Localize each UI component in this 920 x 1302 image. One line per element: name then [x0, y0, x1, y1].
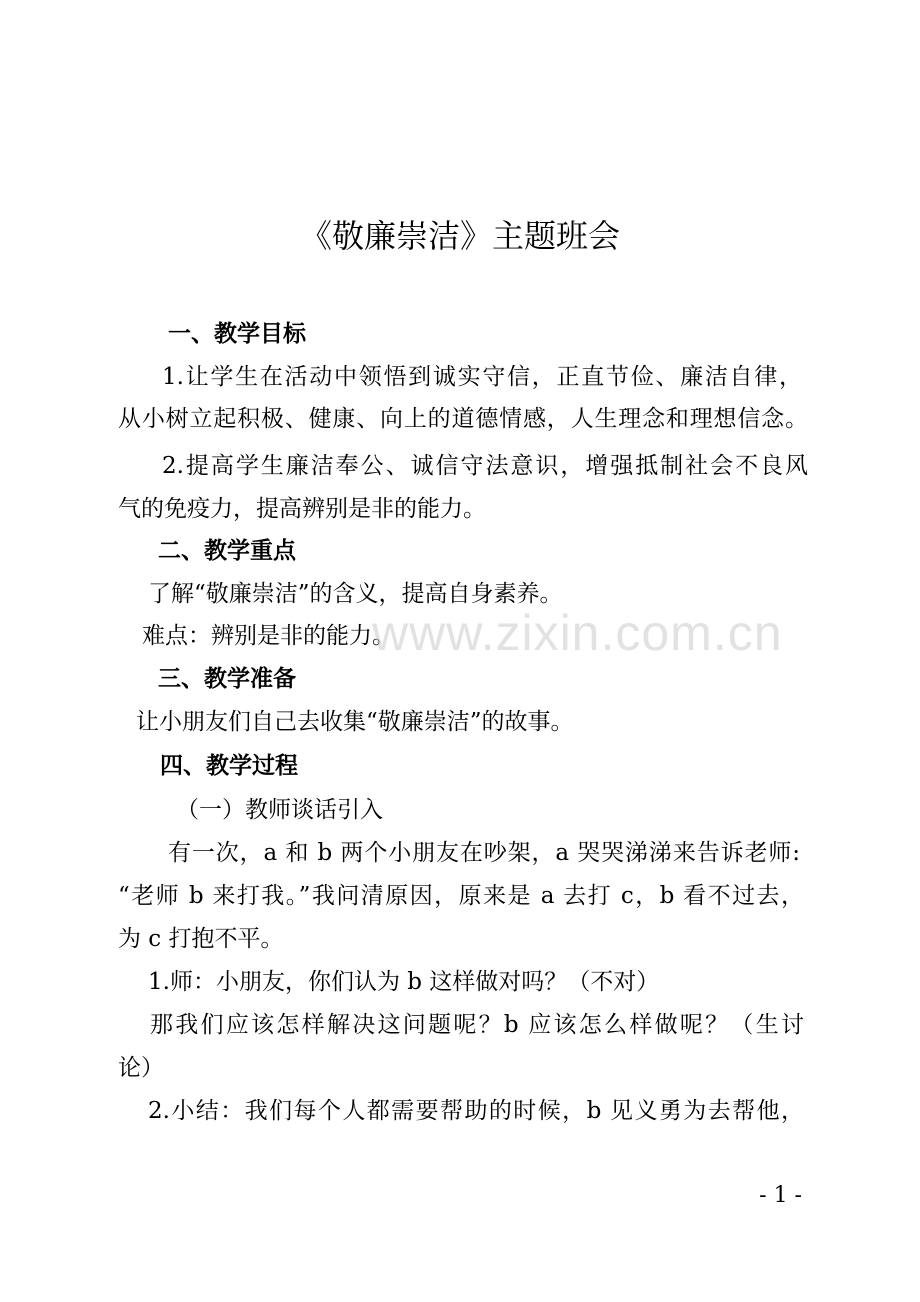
paragraph-line: 有一次，a 和 b 两个小朋友在吵架，a 哭哭涕涕来告诉老师: — [168, 840, 800, 866]
section-heading-objectives: 一、教学目标 — [168, 321, 306, 347]
page-title: 《敬廉崇洁》主题班会 — [299, 217, 620, 255]
paragraph-line: 1.师：小朋友，你们认为 b 这样做对吗？（不对） — [148, 969, 660, 995]
paragraph-line: 了解“敬廉崇洁”的含义，提高自身素养。 — [148, 581, 563, 607]
section-heading-process: 四、教学过程 — [160, 753, 298, 779]
section-heading-preparation: 三、教学准备 — [158, 666, 296, 692]
paragraph-line: 2.提高学生廉洁奉公、诚信守法意识，增强抵制社会不良风 — [162, 453, 808, 479]
paragraph-line: 从小树立起积极、健康、向上的道德情感，人生理念和理想信念。 — [118, 406, 808, 432]
paragraph-line: 气的免疫力，提高辨别是非的能力。 — [118, 496, 486, 522]
paragraph-line: 2.小结：我们每个人都需要帮助的时候，b 见义勇为去帮他， — [148, 1098, 804, 1124]
paragraph-line: 那我们应该怎样解决这问题呢？b 应该怎么样做呢？（生讨 — [150, 1012, 804, 1038]
paragraph-line: 1.让学生在活动中领悟到诚实守信，正直节俭、廉洁自律， — [162, 364, 802, 390]
paragraph-line: 让小朋友们自己去收集“敬廉崇洁”的故事。 — [136, 709, 574, 735]
subsection-heading: （一）教师谈话引入 — [176, 797, 383, 823]
page-number: - 1 - — [759, 1183, 802, 1208]
watermark: www.zixin.com.cn — [372, 605, 783, 661]
section-heading-key-points: 二、教学重点 — [158, 538, 296, 564]
paragraph-line: 为 c 打抱不平。 — [118, 926, 284, 952]
paragraph-line: “老师 b 来打我。”我问清原因，原来是 a 去打 c，b 看不过去， — [118, 883, 804, 909]
paragraph-line: 难点：辨别是非的能力。 — [142, 623, 395, 649]
paragraph-line: 论） — [118, 1055, 164, 1081]
